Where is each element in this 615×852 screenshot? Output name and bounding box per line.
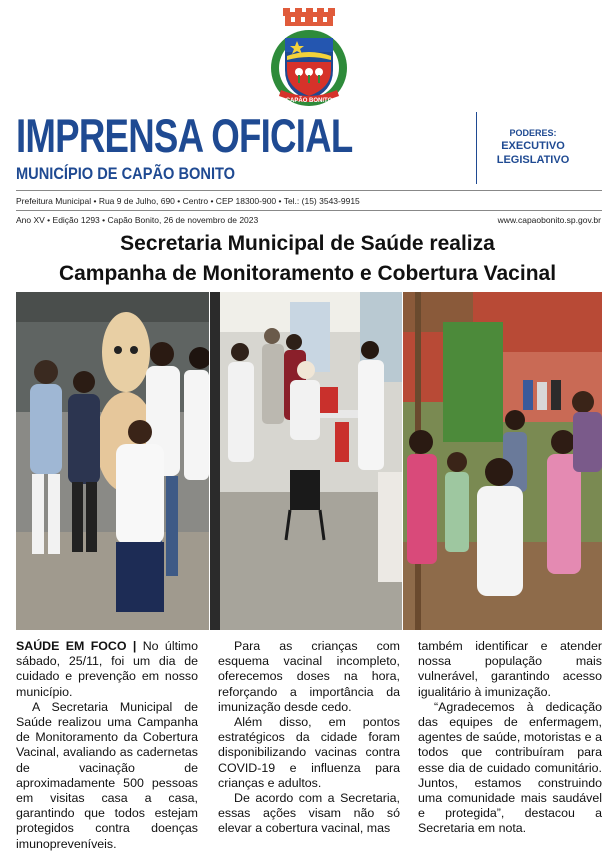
masthead-divider (476, 112, 477, 184)
powers-block (478, 127, 588, 167)
paragraph-quote: “Agradecemos à dedicação das equipes de enfermagem, agentes de saúde, motoristas e a todos que contribuíram para esse dia de cuidado comunitário. Juntos, estamos construindo uma comunidade mais saudável e protegida”, destacou a Secretaria em nota. (418, 699, 602, 836)
article-column-3 (418, 639, 602, 837)
website-link[interactable]: www.capaobonito.sp.gov.br (497, 215, 601, 225)
paragraph-vaccines: Além disso, em pontos estratégicos da cidade foram disponibilizando vacinas contra COVID-19 e influenza para crianças e adultos. (218, 715, 400, 790)
headline-line-1: Secretaria Municipal de Saúde realiza (120, 232, 495, 255)
article-kicker: SAÚDE EM FOCO | (16, 639, 137, 653)
powers-label: PODERES: (509, 128, 557, 138)
photo-health-team-mascot (16, 292, 209, 630)
header-rule-bottom (16, 210, 602, 211)
municipal-crest-logo (265, 8, 353, 108)
photo-vaccination-room (210, 292, 402, 630)
paragraph-intro (16, 639, 198, 700)
paragraph-intro-text: No último sábado, 25/11, foi um dia de cuidado e prevenção em nosso município. (16, 639, 198, 699)
power-legislative: LEGISLATIVO (496, 154, 570, 166)
publication-title: IMPRENSA OFICIAL (16, 109, 353, 162)
header-rule-top (16, 190, 602, 191)
publication-subtitle: MUNICÍPIO DE CAPÃO BONITO (16, 164, 236, 183)
paragraph-campaign: A Secretaria Municipal de Saúde realizou uma Campanha de Monitoramento da Cobertura Vacinal, avaliando as cadernetas de vacinação de aproximadamente 500 pessoas em visitas casa a casa, garantindo que todos estejam protegidos contra doenças imunopreveníveis. (16, 699, 198, 851)
article-column-2 (218, 639, 400, 837)
paragraph-secretaria-continued: também identificar e atender nossa população mais vulnerável, garantindo acesso igualitário à imunização. (418, 639, 602, 699)
article-column-1 (16, 639, 198, 852)
photo-home-visit-children (403, 292, 602, 630)
address-line: Prefeitura Municipal • Rua 9 de Julho, 690 • Centro • CEP 18300-900 • Tel.: (15) 3543-9915 (16, 196, 360, 206)
power-executive: EXECUTIVO (501, 140, 565, 152)
paragraph-children: Para as crianças com esquema vacinal incompleto, oferecemos doses na hora, reforçando a importância da imunização desde cedo. (218, 639, 400, 714)
paragraph-secretaria: De acordo com a Secretaria, essas ações visam não só elevar a cobertura vacinal, mas (218, 791, 400, 836)
article-headline (0, 229, 615, 289)
headline-line-2: Campanha de Monitoramento e Cobertura Vacinal (58, 262, 557, 285)
edition-line: Ano XV • Edição 1293 • Capão Bonito, 26 de novembro de 2023 (16, 215, 259, 225)
crest-banner-text: CAPÃO BONITO (285, 98, 333, 104)
